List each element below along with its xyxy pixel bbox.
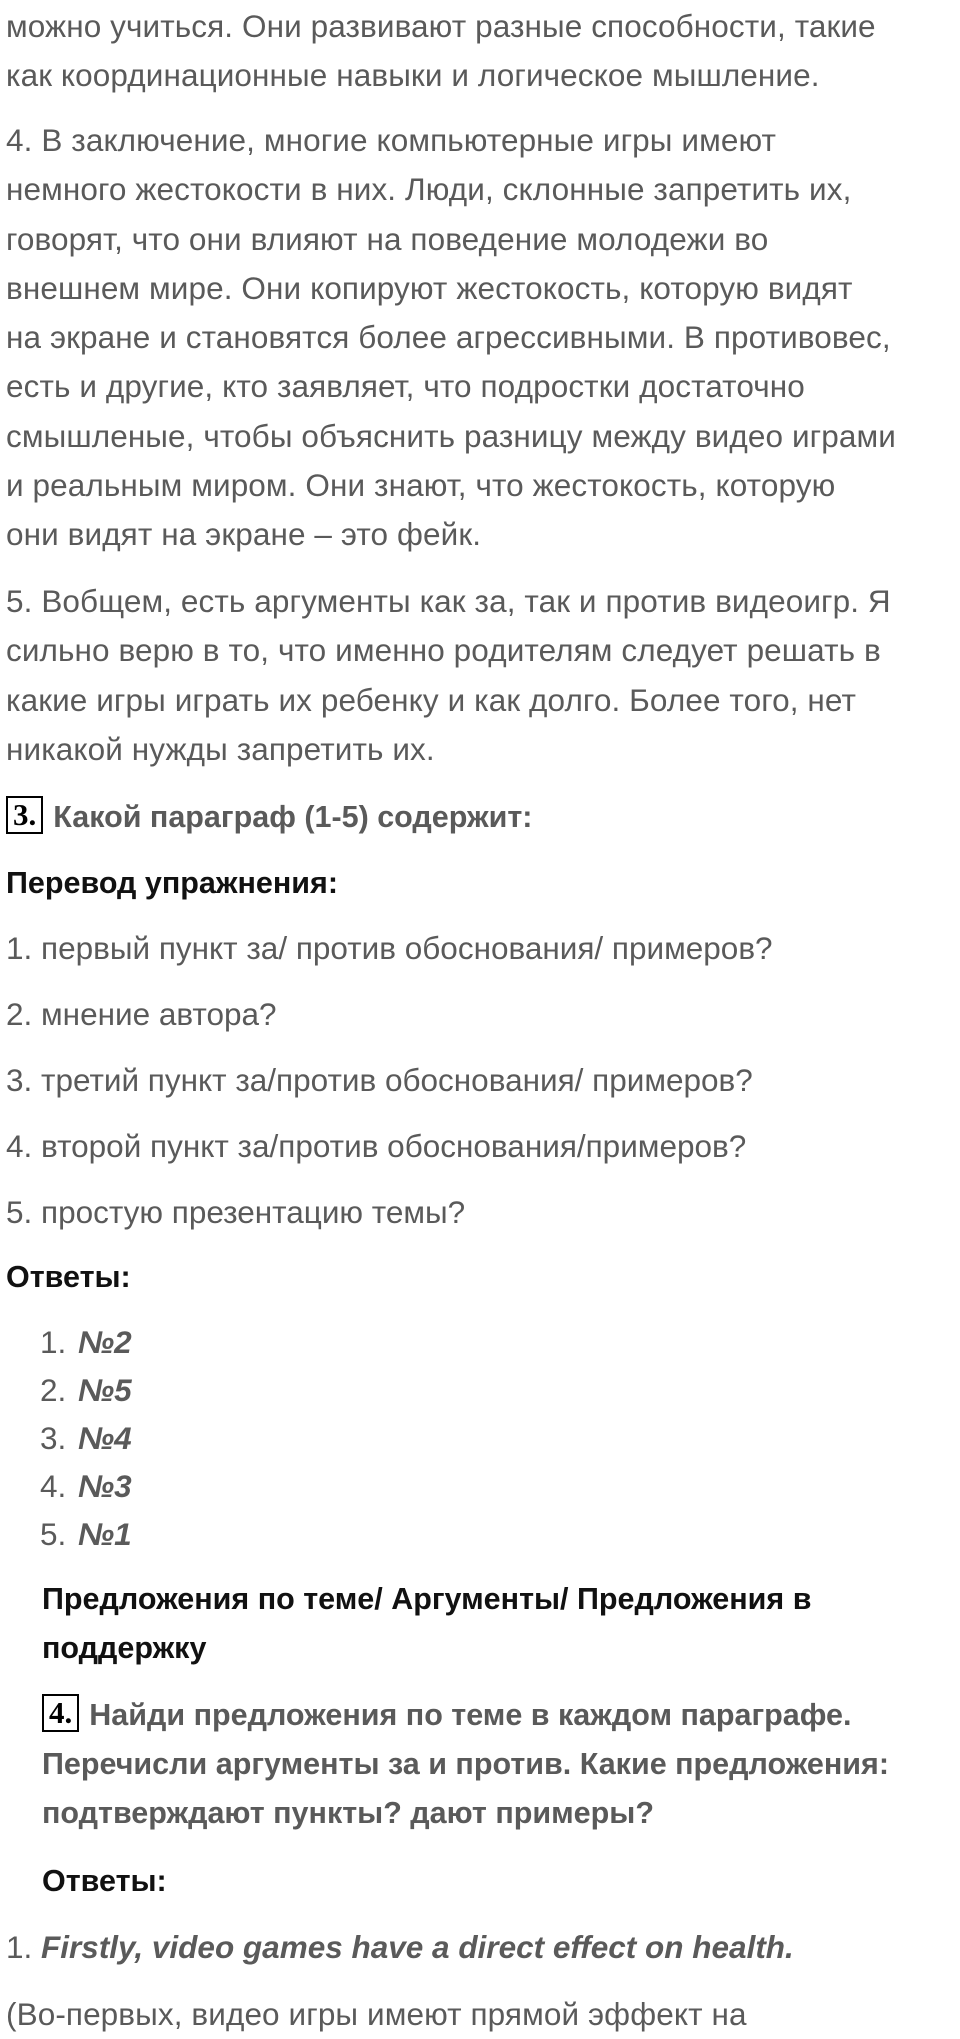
answer-sentence: Firstly, video games have a direct effect on health. <box>41 1929 794 1965</box>
text-line: сильно верю в то, что именно родителям следует решать в <box>6 632 881 669</box>
task-3-answers <box>40 1318 954 1558</box>
answer-item <box>40 1366 954 1414</box>
question-item: 1. первый пункт за/ против обоснования/ примеров? <box>6 930 773 966</box>
task-3-questions <box>6 924 954 1237</box>
answer-number: 4. <box>40 1468 67 1504</box>
question-item: 3. третий пункт за/против обоснования/ примеров? <box>6 1062 753 1098</box>
answers-heading: Ответы: <box>6 1260 131 1294</box>
text-line: можно учиться. Они развивают разные способности, такие <box>6 8 876 44</box>
answer-value: №4 <box>78 1420 132 1456</box>
answer-item <box>40 1318 954 1366</box>
task-4-line: Найди предложения по теме в каждом параграфе. <box>89 1698 852 1732</box>
section-heading-line: поддержку <box>42 1631 207 1665</box>
task-4-title <box>42 1691 954 1838</box>
text-line: никакой нужды запретить их. <box>6 730 435 767</box>
answer-value: №2 <box>78 1324 132 1360</box>
answer-number: 3. <box>40 1420 67 1456</box>
text-line: как координационные навыки и логическое мышление. <box>6 57 820 94</box>
text-line: смышленые, чтобы объяснить разницу между видео играми <box>6 417 896 454</box>
paragraph-3-tail <box>6 2 954 101</box>
answer-item <box>40 1414 954 1462</box>
answer-number: 1. <box>6 1929 33 1965</box>
answer-number: 5. <box>40 1516 67 1552</box>
answer-translation: (Во-первых, видео игры имеют прямой эффект на <box>6 1996 747 2032</box>
text-line: немного жестокости в них. Люди, склонные запретить их, <box>6 171 852 208</box>
text-line: 5. Вобщем, есть аргументы как за, так и против видеоигр. Я <box>6 583 891 619</box>
paragraph-4 <box>6 116 954 560</box>
question-item: 2. мнение автора? <box>6 996 277 1032</box>
text-line: на экране и становятся более агрессивными. В противовес, <box>6 319 891 356</box>
text-line: 4. В заключение, многие компьютерные игры имеют <box>6 122 777 158</box>
answer-value: №5 <box>78 1372 132 1408</box>
answer-number: 2. <box>40 1372 67 1408</box>
text-line: есть и другие, кто заявляет, что подростки достаточно <box>6 368 805 405</box>
text-line: и реальным миром. Они знают, что жестокость, которую <box>6 467 836 504</box>
task-number-badge: 3. <box>6 796 43 834</box>
task-number-badge: 4. <box>42 1694 79 1732</box>
answer-item <box>40 1510 954 1558</box>
section-heading-line: Предложения по теме/ Аргументы/ Предложения в <box>42 1582 812 1616</box>
text-line: какие игры играть их ребенку и как долго. Более того, нет <box>6 681 857 718</box>
task-4-first-answer <box>6 1923 954 1972</box>
text-line: говорят, что они влияют на поведение молодежи во <box>6 220 769 257</box>
answer-value: №3 <box>78 1468 132 1504</box>
task-4-line: подтверждают пункты? дают примеры? <box>42 1796 654 1830</box>
text-line: внешнем мире. Они копируют жестокость, которую видят <box>6 269 853 306</box>
question-item: 4. второй пункт за/против обоснования/примеров? <box>6 1128 747 1164</box>
answers-heading: Ответы: <box>42 1864 167 1898</box>
section-heading <box>42 1575 954 1673</box>
text-line: они видят на экране – это фейк. <box>6 516 482 553</box>
question-item: 5. простую презентацию темы? <box>6 1194 466 1230</box>
task-3-title <box>6 793 954 842</box>
paragraph-5 <box>6 577 954 774</box>
answer-value: №1 <box>78 1516 132 1552</box>
task-3-text: Какой параграф (1-5) содержит: <box>53 800 533 834</box>
task-4-line: Перечисли аргументы за и против. Какие предложения: <box>42 1747 890 1781</box>
answer-item <box>40 1462 954 1510</box>
translation-heading: Перевод упражнения: <box>6 866 339 900</box>
answer-number: 1. <box>40 1324 67 1360</box>
